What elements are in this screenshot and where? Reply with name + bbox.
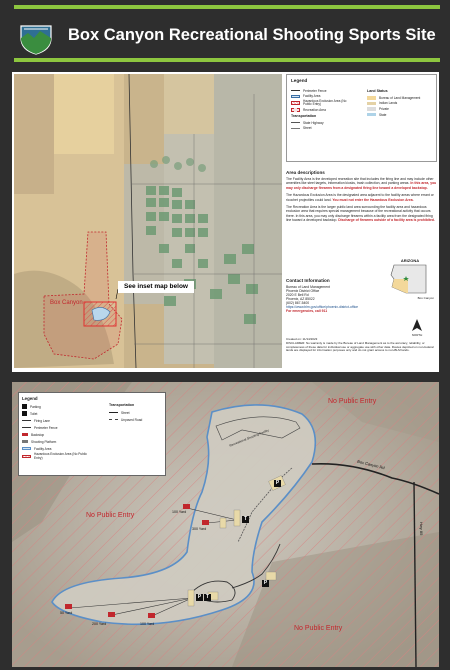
- toilet-marker-icon[interactable]: T: [205, 594, 210, 600]
- state-highway-icon: [291, 122, 300, 123]
- legend-item: State Highway: [291, 120, 353, 126]
- highway-label: Hwy 85: [419, 522, 424, 536]
- created-date: Created on: 11/14/2023: [286, 337, 318, 341]
- site-label: Box Canyon: [50, 300, 83, 306]
- site-map[interactable]: [12, 382, 439, 667]
- hazard-hatch-icon: [22, 455, 31, 459]
- legend-item: Bureau of Land Management: [367, 95, 420, 101]
- legend-item: State: [367, 112, 420, 118]
- map-credits: [286, 338, 437, 353]
- parking-marker-icon[interactable]: P: [263, 580, 268, 586]
- legend-item: Parking: [22, 403, 102, 410]
- overview-legend-title: Legend: [291, 78, 308, 83]
- toilet-marker-icon[interactable]: T: [243, 516, 248, 522]
- recreation-description: The Recreation Area is the larger public land area surrounding the facility area and hazardous exclusion area that requires special management because of the recreational activity that occurs there. In this area, you may only discharge firearms within a facility area from the designated firing line toward a developed backstop. Discharge of firearms outside of a facility area is prohibited.: [286, 205, 435, 223]
- yard-label: 50 Yard: [60, 611, 73, 615]
- unpaved-road-icon: [109, 419, 118, 420]
- blm-logo-icon: [18, 20, 54, 56]
- transportation-heading: Transportation: [291, 113, 317, 118]
- legend-item: Street: [303, 126, 312, 131]
- recreation-area-icon: [291, 108, 300, 112]
- arizona-label: ARIZONA: [400, 258, 420, 263]
- street-icon: [109, 412, 118, 414]
- contact-line: Phoenix, AZ 85022: [286, 297, 315, 301]
- yard-label: 100 Yard: [172, 510, 187, 514]
- facility-description: The Facility Area is the developed recreation site that includes the firing line and may include other amenities like steel targets, information kiosks, trash collection, and parking areas. In this area, you may only discharge firearms from a designated firing line toward a developed backstop.: [286, 177, 437, 190]
- emergency-line: For emergencies, call 911: [286, 309, 328, 313]
- overview-legend-land-status: [367, 88, 420, 117]
- site-legend-transportation: [109, 403, 164, 423]
- inset-map-callout: See inset map below: [118, 281, 194, 293]
- hazard-hatch-icon: [291, 101, 300, 105]
- legend-item: Unpaved Road: [109, 416, 164, 423]
- site-legend-features: [22, 403, 102, 461]
- contact-line: Bureau of Land Management: [286, 285, 330, 289]
- parking-marker-icon[interactable]: P: [275, 480, 280, 486]
- info-column: [286, 74, 437, 368]
- north-label: NORTH: [411, 333, 423, 337]
- street-icon: [291, 128, 300, 129]
- blm-swatch-icon: [367, 96, 376, 100]
- firing-lane-icon: [22, 420, 31, 421]
- arizona-marker-label: Box Canyon: [417, 296, 434, 300]
- legend-item: Toilet: [22, 410, 102, 417]
- yard-label: 200 Yard: [92, 622, 107, 626]
- contact-website-link[interactable]: https://www.blm.gov/office/phoenix-district-office: [286, 305, 359, 309]
- backstop-icon: [22, 433, 28, 437]
- private-swatch-icon: [367, 107, 376, 111]
- contact-line: Phoenix District Office: [286, 289, 320, 293]
- road-label: Recreational Shooting Facility: [228, 428, 270, 448]
- legend-item: Perimeter Fence: [22, 424, 102, 431]
- arizona-locator-map: [386, 258, 434, 300]
- legend-item: Shooting Platform: [22, 438, 102, 445]
- descriptions-title: Area descriptions: [286, 170, 325, 175]
- legend-item: Perimeter Fence: [291, 88, 353, 94]
- header: [0, 12, 450, 62]
- legend-item: Firing Lane: [34, 418, 50, 423]
- contact-line: 2020 E Bell Rd: [286, 293, 309, 297]
- overview-map-graphic: [14, 74, 282, 368]
- facility-area-icon: [291, 95, 300, 99]
- toilet-icon: [22, 411, 27, 416]
- overview-legend: [286, 74, 437, 162]
- state-swatch-icon: [367, 113, 376, 117]
- legend-item: Hazardous Exclusion Area (No Public Entry): [22, 452, 102, 461]
- contact-info: [286, 278, 378, 313]
- parking-icon: [22, 404, 27, 409]
- shooting-platform-icon: [22, 440, 28, 444]
- parking-marker-icon[interactable]: P: [197, 594, 202, 600]
- no-public-entry-label: No Public Entry: [86, 512, 135, 519]
- arizona-outline-icon: [386, 263, 434, 295]
- site-legend: [18, 392, 166, 476]
- site-legend-title: Legend: [22, 396, 38, 401]
- legend-item: Recreation Area: [291, 107, 353, 113]
- site-transportation-heading: Transportation: [109, 403, 135, 407]
- disclaimer-text: DISCLAIMER: No warranty is made by the Bureau of Land Management as to the accuracy, reliability, or completeness of these data for individual use or aggregate use with other data. Routes depicted on non-federal lands are displayed for information purposes only and do not grant access to non-BLM lands.: [286, 340, 434, 353]
- land-status-heading: Land Status: [367, 89, 388, 93]
- page-title: Box Canyon Recreational Shooting Sports Site: [68, 26, 436, 44]
- legend-item: Hazardous Exclusion Area (No Public Entry): [291, 99, 353, 107]
- hazard-description: The Hazardous Exclusion Area is the designated area adjacent to the facility areas where errant or ricochet projectiles could land. You must not enter the Hazardous Exclusion Area.: [286, 193, 434, 202]
- legend-item: Facility Area: [291, 94, 353, 100]
- fence-line-icon: [291, 90, 300, 91]
- perimeter-fence-icon: [22, 427, 31, 428]
- legend-item: Backstop: [22, 431, 102, 438]
- contact-phone: (602) 867-5400: [286, 301, 310, 305]
- legend-item: Street: [109, 409, 164, 416]
- yard-label: 300 Yard: [192, 527, 207, 531]
- overview-map[interactable]: [14, 74, 282, 368]
- header-rule-top: [14, 5, 440, 9]
- contact-title: Contact Information: [286, 278, 330, 283]
- legend-item: Indian Lands: [367, 101, 420, 107]
- north-arrow-icon: [410, 318, 424, 332]
- road-label: Box Canyon Rd: [356, 458, 386, 471]
- legend-item: Facility Area: [22, 445, 102, 452]
- legend-item: Private: [367, 106, 420, 112]
- yard-label: 100 Yard: [140, 622, 155, 626]
- no-public-entry-label: No Public Entry: [328, 398, 377, 405]
- facility-area-icon: [22, 447, 31, 451]
- overview-legend-features: [291, 88, 353, 131]
- indian-lands-swatch-icon: [367, 102, 376, 106]
- no-public-entry-label: No Public Entry: [294, 625, 343, 632]
- area-descriptions: [286, 170, 437, 226]
- overview-panel: [12, 72, 439, 372]
- north-arrow: [410, 318, 424, 338]
